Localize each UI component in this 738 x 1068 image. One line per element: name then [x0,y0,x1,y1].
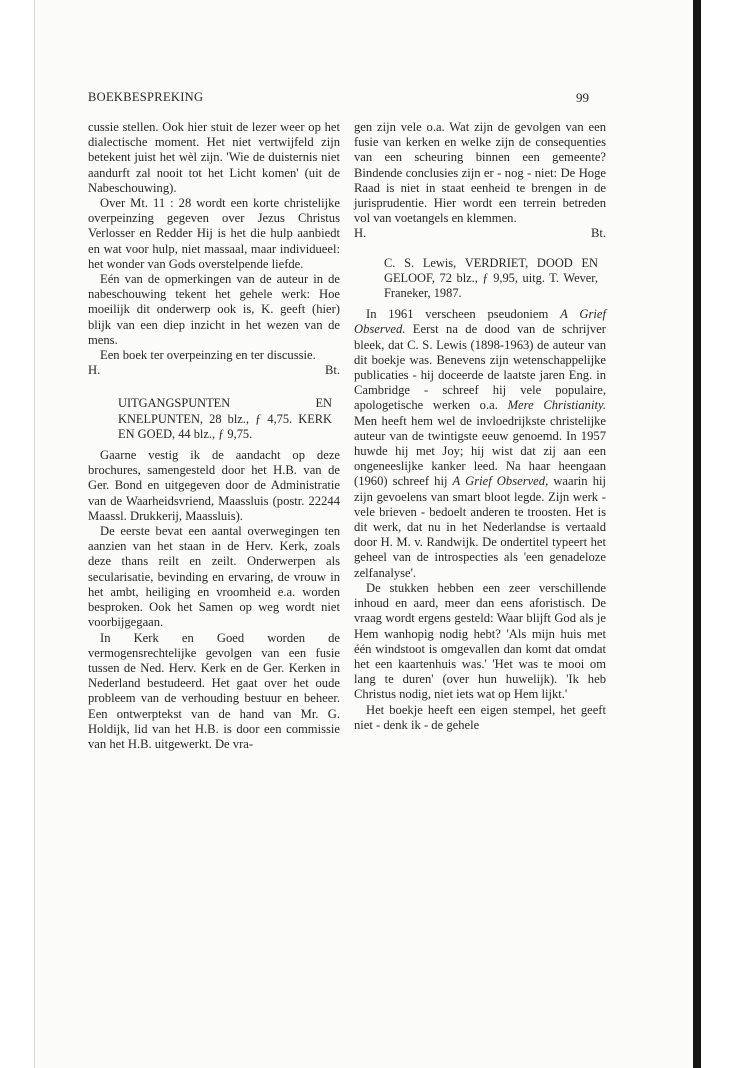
book-reference: A Grief Observed, [452,474,549,489]
book-reference: Mere Christianity. [507,398,606,413]
right-column [354,120,606,733]
text-run: waarin hij zijn gevoelens van smart bloot legde. Zijn werk - vele brieven - bedoelt anderen te troosten. Het is dit werk, dat nu in het Nederlandse is vertaald door H. M. v. Randwijk. De ondertitel typeert het geheel van de introspecties als 'een genadeloze zelfanalyse'. [354,474,606,580]
signature-initial: H. [354,226,367,241]
paragraph: De eerste bevat een aantal overwegingen ten aanzien van het staan in de Herv. Kerk, zoals deze thans reilt en zeilt. Onderwerpen als secularisatie, bevinding en ervaring, de vrouw in het ambt, heiliging en vroomheid e.a. worden besproken. Ook het Samen op weg wordt niet voorbijgegaan. [88,524,340,630]
paragraph: Gaarne vestig ik de aandacht op deze brochures, samengesteld door het H.B. van de Ger. Bond en uitgegeven door de Administratie van de Waarheidsvriend, Maassluis (postr. 22244 Maassl. Drukkerij, Maassluis). [88,448,340,523]
paragraph: Eén van de opmerkingen van de auteur in de nabeschouwing tekent het gehele werk: Hoe moeilijk dit onderwerp ook is, K. geeft (hier) blijk van een diep inzicht in het wezen van de mens. [88,272,340,347]
paragraph: Het boekje heeft een eigen stempel, het geeft niet - denk ik - de gehele [354,702,606,732]
paragraph: cussie stellen. Ook hier stuit de lezer weer op het dialectische moment. Het niet vertwijfeld zijn betekent juist het wèl zijn. 'Wie de duisternis niet aandurft zal nooit tot het Licht komen' (uit de Nabeschouwing). [88,120,340,195]
page-number: 99 [576,90,589,105]
text-run: Men heeft hem wel de invloedrijkste christelijke auteur van de twintigste eeuw genoemd. In 1957 huwde hij met Joy; hij wist dat zij aan een ongeneeslijke kanker leed. Na haar heengaan (1960) schreef hij [354,413,606,489]
review-signature [354,226,606,241]
signature-reviewer: Bt. [590,226,606,241]
paragraph: gen zijn vele o.a. Wat zijn de gevolgen van een fusie van kerken en welke zijn de consequenties van een scheuring binnen een gemeente? Bindende conclusies zijn er - nog - niet: De Hoge Raad is niet in staat eenheid te brengen in de jurisprudentie. Hier wordt een terrein betreden vol van voetangels en klemmen. [354,120,606,226]
book-reference: A Grief Observed. [354,307,607,337]
signature-initial: H. [88,363,101,378]
book-title: UITGANGSPUNTEN EN KNELPUNTEN, 28 blz., ƒ 4,75. KERK EN GOED, 44 blz., ƒ 9,75. [118,396,332,441]
paragraph: In Kerk en Goed worden de vermogensrechtelijke gevolgen van een fusie tussen de Ned. Herv. Kerk en de Ger. Kerken in Nederland bestudeerd. Het gaat over het oude probleem van de verhouding bestuur en beheer. Een ontwerptekst van de hand van Mr. G. Holdijk, lid van het H.B. is door een commissie van het H.B. uitgewerkt. De vra- [88,630,340,751]
left-column [88,120,340,752]
review-signature [88,363,340,378]
signature-reviewer: Bt. [324,363,340,378]
paragraph: Over Mt. 11 : 28 wordt een korte christelijke overpeinzing gegeven over Jezus Christus Verlosser en Redder Hij is het die hulp aanbiedt en wat voor hulp, niet massaal, maar individueel: het wonder van Gods overstelpende liefde. [88,196,340,271]
text-run: In 1961 verscheen pseudoniem [366,307,561,322]
paragraph: De stukken hebben een zeer verschillende inhoud en aard, meer dan eens aforistisch. De vraag wordt ergens gesteld: Waar blijft God als je Hem wanhopig nodig hebt? 'Als mijn huis met één windstoot is omgevallen dan komt dat omdat het een kaartenhuis was.' 'Het was te mooi om lang te duren' (over hun huwelijk). 'Ik heb Christus nodig, niet iets wat op Hem lijkt.' [354,580,606,702]
book-title: C. S. Lewis, VERDRIET, DOOD EN GELOOF, 72 blz., ƒ 9,95, uitg. T. Wever, Franeker, 1987. [384,255,598,301]
page-right-edge [693,0,701,1068]
paragraph [354,307,606,581]
text-run: Eerst na de dood van de schrijver bleek, dat C. S. Lewis (1898-1963) de auteur van dit boekje was. Benevens zijn wetenschappelijke publicaties - hij doceerde de laatste jaren Eng. in Cambridge - schreef hij vele populaire, apologetische werken o.a. [354,322,606,413]
page-left-edge [34,0,35,1068]
section-header: BOEKBESPREKING [88,90,204,104]
paragraph: Een boek ter overpeinzing en ter discussie. [100,348,316,363]
